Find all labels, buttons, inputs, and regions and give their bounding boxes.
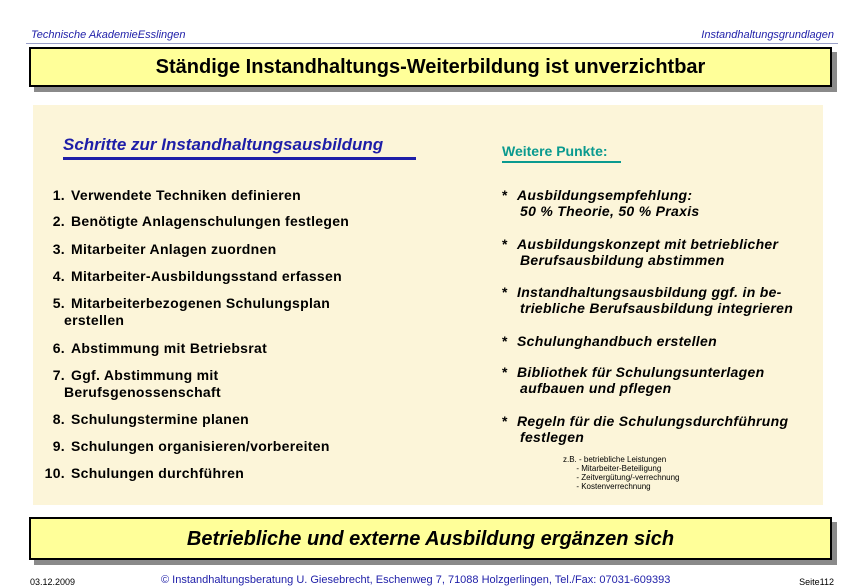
footer-date: 03.12.2009 [30,577,76,587]
point-item: * Ausbildungskonzept mit betrieblicher Berufsausbildung abstimmen [502,236,779,268]
step-item: 10. Schulungen durchführen [44,465,245,481]
point-item: * Bibliothek für Schulungsunterlagen aufbauen und pflegen [502,364,765,396]
slide-title: Ständige Instandhaltungs-Weiterbildung ist unverzichtbar [29,47,832,87]
header-divider [26,43,838,44]
note-line: z.B. - betriebliche Leistungen [563,455,667,464]
step-item: 3. Mitarbeiter Anlagen zuordnen [52,241,277,257]
note-line: - Mitarbeiter-Beteiligung [563,464,662,473]
right-heading: Weitere Punkte: [502,143,621,163]
step-item: 2. Benötigte Anlagenschulungen festlegen [52,213,350,229]
example-note [563,455,680,491]
point-item: * Schulunghandbuch erstellen [502,333,717,349]
step-item: 6. Abstimmung mit Betriebsrat [52,340,268,356]
step-item: 8. Schulungstermine planen [52,411,250,427]
step-item: 5. Mitarbeiterbezogenen Schulungsplan erstellen [52,295,331,328]
step-item: 1. Verwendete Techniken definieren [52,187,301,203]
footer-copyright: © Instandhaltungsberatung U. Giesebrecht, Eschenweg 7, 71088 Holzgerlingen, Tel./Fax: 07031-609393 [161,574,671,586]
point-item: * Ausbildungsempfehlung: 50 % Theorie, 50 % Praxis [502,187,700,219]
bottom-banner: Betriebliche und externe Ausbildung ergänzen sich [29,517,832,560]
step-item: 4. Mitarbeiter-Ausbildungsstand erfassen [52,268,342,284]
footer-page-number: Seite112 [799,577,834,587]
header-left: Technische AkademieEsslingen [31,29,186,41]
header-right: Instandhaltungsgrundlagen [701,29,834,41]
point-item: * Regeln für die Schulungsdurchführung festlegen [502,413,789,445]
note-line: - Kostenverrechnung [563,482,651,491]
step-item: 7. Ggf. Abstimmung mit Berufsgenossenschaft [52,367,221,400]
note-line: - Zeitvergütung/-verrechnung [563,473,680,482]
step-item: 9. Schulungen organisieren/vorbereiten [52,438,330,454]
left-heading: Schritte zur Instandhaltungsausbildung [63,135,416,160]
content-panel [33,105,823,505]
point-item: * Instandhaltungsausbildung ggf. in be- triebliche Berufsausbildung integrieren [502,284,794,316]
